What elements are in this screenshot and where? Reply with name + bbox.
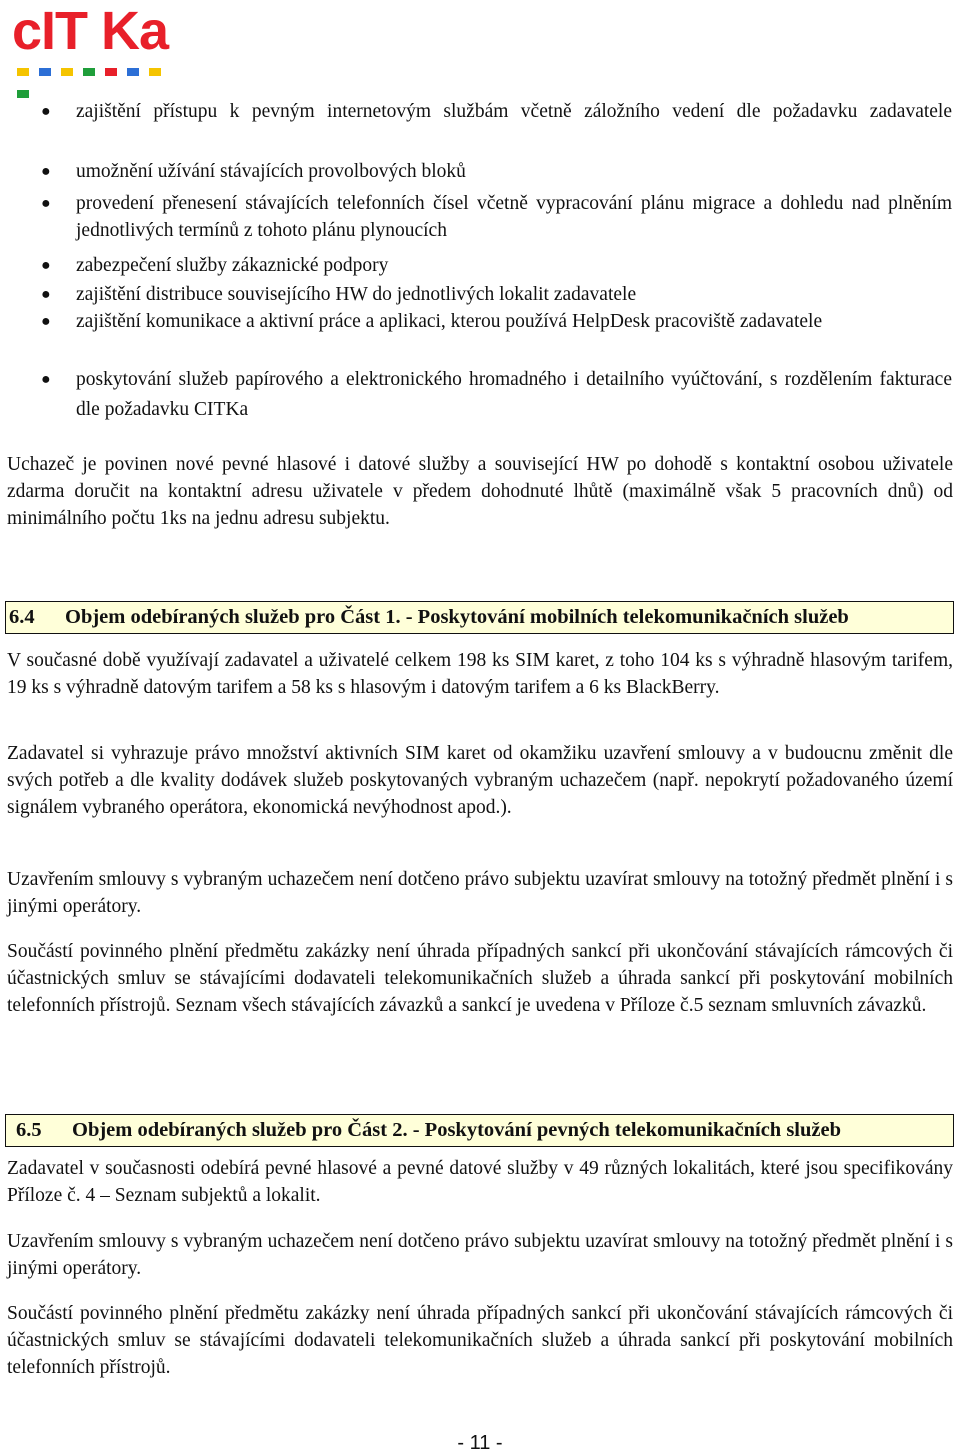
section-heading-6-5: [5, 1114, 954, 1147]
section-heading-6-4: [5, 601, 954, 634]
section-number: 6.4: [9, 606, 35, 628]
list-item: [0, 158, 960, 190]
logo-bar-segment: [39, 68, 51, 76]
bullet-icon: ●: [41, 163, 51, 180]
logo-bar-segment: [149, 68, 161, 76]
page-number: - 11 -: [457, 1432, 503, 1454]
logo-bar-segment: [127, 68, 139, 76]
list-item-text: provedení přenesení stávajících telefonních čísel včetně vypracování plánu migrace a dohledu nad plněním jednotlivých termínů z tohoto plánu plynoucích: [76, 193, 952, 241]
list-item: [0, 365, 960, 425]
bullet-icon: ●: [41, 103, 51, 120]
citka-logo: [12, 1, 187, 80]
paragraph: V současné době využívají zadavatel a uživatelé celkem 198 ks SIM karet, z toho 104 ks s výhradně hlasovým tarifem, 19 ks s výhradně datovým tarifem a 58 ks s hlasovým i datovým tarifem a 6 ks BlackBerry.: [7, 650, 953, 698]
services-bullet-list: [0, 98, 960, 425]
paragraph: Zadavatel v současnosti odebírá pevné hlasové a pevné datové služby v 49 různých lokalitách, které jsou specifikovány Příloze č. 4 – Seznam subjektů a lokalit.: [7, 1158, 953, 1206]
logo-bar-segment: [17, 90, 29, 98]
list-item-text: zajištění komunikace a aktivní práce a aplikaci, kterou používá HelpDesk pracoviště zadavatele: [76, 311, 823, 332]
intro-paragraph: Uchazeč je povinen nové pevné hlasové i datové služby a související HW po dohodě s kontaktní osobou uživatele zdarma doručit na kontaktní adresu uživatele v předem dohodnuté lhůtě (maximálně však 5 pracovních dnů) od minimálního počtu 1ks na jednu adresu subjektu.: [7, 454, 953, 529]
list-item-text: poskytování služeb papírového a elektronického hromadného i detailního vyúčtování, s rozdělením fakturace dle požadavku CITKa: [76, 369, 952, 420]
logo-bar-segment: [105, 68, 117, 76]
logo-bar-segment: [83, 68, 95, 76]
section-title: Objem odebíraných služeb pro Část 1. - Poskytování mobilních telekomunikačních služeb: [65, 606, 849, 628]
paragraph: Součástí povinného plnění předmětu zakázky není úhrada případných sankcí při ukončování stávajících rámcových či účastnických smluv se stávajícími dodavateli telekomunikačních služeb a úhrada sankcí při poskytování mobilních telefonních přístrojů.: [7, 1303, 953, 1378]
list-item: [0, 281, 960, 309]
logo-text: cIT Ka: [12, 1, 169, 61]
bullet-icon: ●: [41, 257, 51, 274]
logo-color-bar: [17, 68, 187, 76]
logo-bar-segment: [61, 68, 73, 76]
list-item-text: zabezpečení služby zákaznické podpory: [76, 255, 389, 276]
list-item: [0, 190, 960, 252]
bullet-icon: ●: [41, 195, 51, 212]
paragraph: Zadavatel si vyhrazuje právo množství aktivních SIM karet od okamžiku uzavření smlouvy a v budoucnu změnit dle svých potřeb a dle kvality dodávek služeb poskytovaných vybraným uchazečem (např. nepokrytí požadovaného území signálem vybraného operátora, ekonomická nevýhodnost apod.).: [7, 743, 953, 818]
bullet-icon: ●: [41, 313, 51, 330]
bullet-icon: ●: [41, 371, 51, 388]
bullet-icon: ●: [41, 286, 51, 303]
list-item: [0, 309, 960, 365]
paragraph: Uzavřením smlouvy s vybraným uchazečem není dotčeno právo subjektu uzavírat smlouvy na totožný předmět plnění i s jinými operátory.: [7, 1231, 953, 1279]
paragraph: Uzavřením smlouvy s vybraným uchazečem není dotčeno právo subjektu uzavírat smlouvy na totožný předmět plnění i s jinými operátory.: [7, 869, 953, 917]
section-number: 6.5: [16, 1119, 42, 1141]
list-item-text: umožnění užívání stávajících provolbových bloků: [76, 161, 466, 182]
list-item-text: zajištění distribuce souvisejícího HW do jednotlivých lokalit zadavatele: [76, 284, 637, 305]
section-title: Objem odebíraných služeb pro Část 2. - Poskytování pevných telekomunikačních služeb: [72, 1119, 842, 1141]
list-item: [0, 98, 960, 158]
logo-bar-segment: [17, 68, 29, 76]
list-item-text: zajištění přístupu k pevným internetovým službám včetně záložního vedení dle požadavku zadavatele: [76, 101, 952, 122]
paragraph: Součástí povinného plnění předmětu zakázky není úhrada případných sankcí při ukončování stávajících rámcových či účastnických smluv se stávajícími dodavateli telekomunikačních služeb a úhrada sankcí při poskytování mobilních telefonních přístrojů. Seznam všech stávajících závazků a sankcí je uvedena v Příloze č.5 seznam smluvních závazků.: [7, 941, 953, 1016]
list-item: [0, 252, 960, 281]
